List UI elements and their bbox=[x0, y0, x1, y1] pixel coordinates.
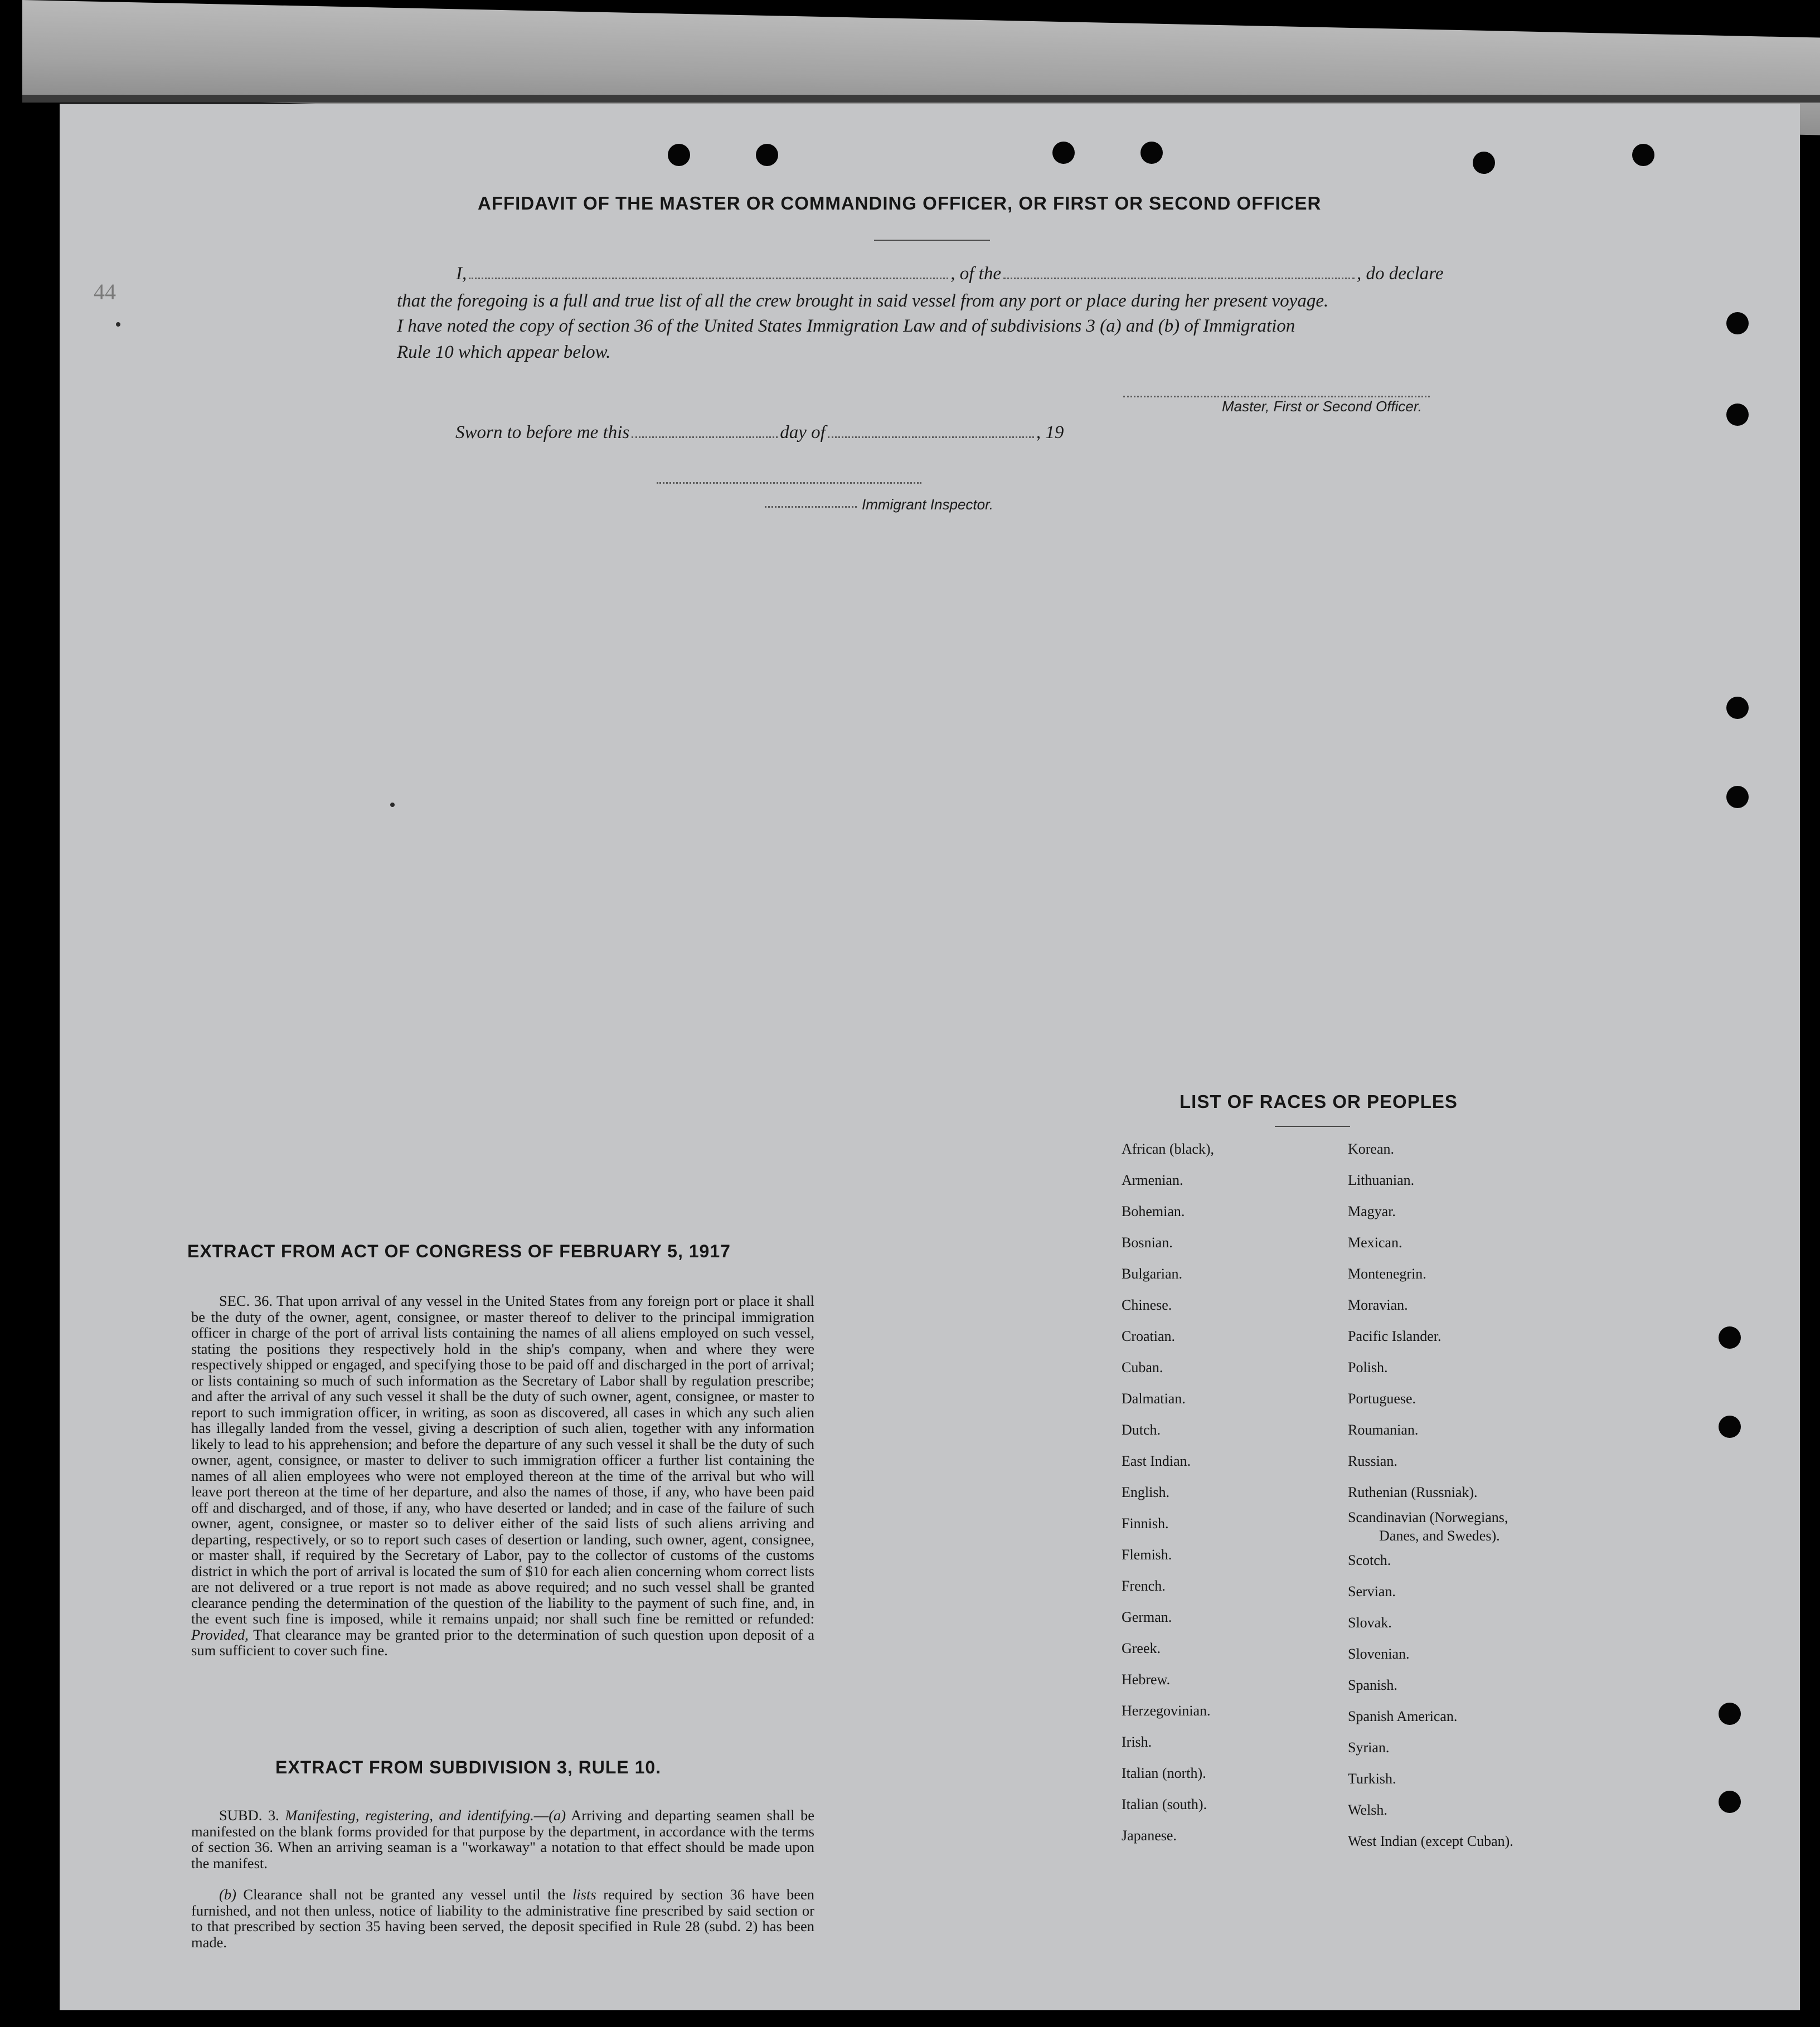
race-item: Russian. bbox=[1348, 1453, 1397, 1469]
subd-a-label: (a) bbox=[549, 1807, 566, 1824]
race-item: Dalmatian. bbox=[1122, 1391, 1186, 1407]
race-item: German. bbox=[1122, 1609, 1172, 1625]
vessel-blank bbox=[1003, 277, 1355, 279]
punch-hole-icon bbox=[1719, 1326, 1741, 1349]
scan-top-edge bbox=[22, 95, 1820, 103]
declare-end: , do declare bbox=[1356, 264, 1444, 284]
month-blank bbox=[828, 436, 1034, 438]
affidavit-title: AFFIDAVIT OF THE MASTER OR COMMANDING OFFICER, OR FIRST OR SECOND OFFICER bbox=[478, 193, 1322, 213]
race-item: Scandinavian (Norwegians, bbox=[1348, 1509, 1508, 1525]
punch-hole-icon bbox=[1719, 1791, 1741, 1813]
subd-b-text-2: required by section 36 have been furnished, and not then unless, notice of liability to the administrative fine prescribed by said section or to that prescribed by section 35 having been served, the deposit specified in Rule 28 (subd. 2) has been made. bbox=[191, 1886, 815, 1951]
race-item: Flemish. bbox=[1122, 1547, 1172, 1563]
signer-label: Master, First or Second Officer. bbox=[1222, 398, 1422, 415]
extract-act-text bbox=[191, 1293, 814, 1659]
affidavit-line-2: that the foregoing is a full and true list of all the crew brought in said vessel from any port or place during her present voyage. bbox=[397, 291, 1329, 311]
proviso-text: That clearance may be granted prior to the determination of such question upon deposit of a sum sufficient to cover such fine. bbox=[191, 1626, 814, 1659]
inspector-lead-blank bbox=[765, 506, 857, 508]
extract-rule-title: EXTRACT FROM SUBDIVISION 3, RULE 10. bbox=[275, 1757, 662, 1777]
inspector-signature-blank bbox=[657, 482, 921, 484]
race-item: Bulgarian. bbox=[1122, 1266, 1183, 1282]
race-item: Lithuanian. bbox=[1348, 1172, 1415, 1188]
race-item: Magyar. bbox=[1348, 1203, 1396, 1219]
races-title-rule bbox=[1275, 1126, 1350, 1127]
subd-b-text-1: Clearance shall not be granted any vessel until the bbox=[243, 1886, 566, 1903]
punch-hole-icon bbox=[668, 144, 690, 166]
race-item: Irish. bbox=[1122, 1734, 1152, 1750]
race-item: Roumanian. bbox=[1348, 1422, 1419, 1438]
affidavit-line-3: I have noted the copy of section 36 of the United States Immigration Law and of subdivisions 3 (a) and (b) of Immigration bbox=[397, 316, 1295, 336]
punch-hole-icon bbox=[1140, 142, 1163, 164]
affidavit-title-rule bbox=[874, 240, 990, 241]
subd-label: SUBD. 3. bbox=[219, 1807, 279, 1824]
race-item: Polish. bbox=[1348, 1359, 1388, 1375]
punch-hole-icon bbox=[756, 144, 778, 166]
sworn-year: , 19 bbox=[1036, 422, 1064, 443]
affidavit-line-4: Rule 10 which appear below. bbox=[397, 342, 611, 362]
subd-a-text: Arriving and departing seamen shall be manifested on the blank forms provided for that purpose by the department, in accordance with the terms of section 36. When an arriving seaman is a "workaway" a notation to that effect should be made upon the manifest. bbox=[191, 1807, 814, 1872]
sworn-line bbox=[455, 422, 1064, 443]
race-item: Slovak. bbox=[1348, 1615, 1392, 1631]
race-item: Turkish. bbox=[1348, 1771, 1396, 1787]
race-item: Hebrew. bbox=[1122, 1671, 1171, 1688]
race-item: Scotch. bbox=[1348, 1552, 1391, 1568]
race-item: Greek. bbox=[1122, 1640, 1161, 1656]
race-item: Spanish. bbox=[1348, 1677, 1397, 1693]
race-item: Portuguese. bbox=[1348, 1391, 1416, 1407]
race-item: French. bbox=[1122, 1578, 1166, 1594]
subd-b-label: (b) bbox=[219, 1886, 236, 1903]
race-item: East Indian. bbox=[1122, 1453, 1191, 1469]
proviso-word: Provided, bbox=[191, 1626, 249, 1643]
race-item: Dutch. bbox=[1122, 1422, 1161, 1438]
declare-i: I, bbox=[456, 264, 467, 284]
race-item: Welsh. bbox=[1348, 1802, 1387, 1818]
race-item: Italian (north). bbox=[1122, 1765, 1206, 1781]
speck bbox=[390, 803, 395, 807]
race-item: Cuban. bbox=[1122, 1359, 1163, 1375]
day-blank bbox=[632, 436, 778, 438]
race-item: Moravian. bbox=[1348, 1297, 1408, 1313]
race-item: Montenegrin. bbox=[1348, 1266, 1426, 1282]
sec-36-text: SEC. 36. That upon arrival of any vessel in the United States from any foreign port or place it shall be the duty of the owner, agent, consignee, or master thereof to deliver to the principal immigration officer in charge of the port of arrival lists containing the names of all aliens employed on such vessel, stating the positions they respectively hold in the ship's company, when and where they were respectively shipped or engaged, and specifying those to be paid off and discharged in the port of arrival; or lists containing so much of such information as the Secretary of Labor shall by regulation prescribe; and after the arrival of any such vessel it shall be the duty of such owner, agent, consignee, or master to report to such immigration officer, in writing, as soon as discovered, all cases in which any such alien has illegally landed from the vessel, giving a description of such alien, together with any information likely to lead to his apprehension; and before the departure of any such vessel it shall be the duty of such owner, agent, consignee, or master to deliver to such immigration officer a further list containing the names of all alien employees who were not employed thereon at the time of the arrival but who will leave port thereon at the time of her departure, and also the names of those, if any, who have been paid off and discharged, and of those, if any, who have deserted or landed; and in case of the failure of such owner, agent, consignee, or master so to deliver either of the said lists of such aliens arriving and departing, respectively, or so to report such cases of desertion or landing, such owner, agent, consignee, or master shall, if required by the Secretary of Labor, pay to the collector of customs of the customs district in which the port of arrival is located the sum of $10 for each alien concerning whom correct lists are not delivered or a true report is not made as above required; and no such vessel shall be granted clearance pending the determination of the question of the liability to the payment of such fine, and, in the event such fine is imposed, while it remains unpaid; nor shall such fine be remitted or refunded: bbox=[191, 1292, 814, 1627]
race-item: Slovenian. bbox=[1348, 1646, 1410, 1662]
declare-of-the: , of the bbox=[950, 264, 1001, 284]
race-item: Syrian. bbox=[1348, 1739, 1390, 1756]
punch-hole-icon bbox=[1052, 142, 1075, 164]
races-list-col2 bbox=[1348, 1134, 1513, 1857]
race-item: Danes, and Swedes). bbox=[1379, 1528, 1500, 1544]
punch-hole-icon bbox=[1726, 404, 1749, 426]
race-item: Bosnian. bbox=[1122, 1234, 1173, 1251]
punch-hole-icon bbox=[1726, 697, 1749, 719]
document-page bbox=[60, 104, 1800, 2010]
races-list-col1 bbox=[1122, 1134, 1214, 1851]
race-item: Servian. bbox=[1348, 1583, 1396, 1600]
race-item: Finnish. bbox=[1122, 1515, 1169, 1532]
races-title: LIST OF RACES OR PEOPLES bbox=[1180, 1091, 1458, 1112]
race-item: Croatian. bbox=[1122, 1328, 1176, 1344]
race-item: Armenian. bbox=[1122, 1172, 1183, 1188]
race-item: Herzegovinian. bbox=[1122, 1703, 1211, 1719]
inspector-label: Immigrant Inspector. bbox=[862, 496, 994, 513]
race-item: Bohemian. bbox=[1122, 1203, 1185, 1219]
race-item: West Indian (except Cuban). bbox=[1348, 1833, 1513, 1849]
punch-hole-icon bbox=[1632, 144, 1654, 166]
signature-blank bbox=[1123, 396, 1430, 397]
extract-act-title: EXTRACT FROM ACT OF CONGRESS OF FEBRUARY 5, 1917 bbox=[187, 1241, 731, 1261]
punch-hole-icon bbox=[1719, 1416, 1741, 1438]
punch-hole-icon bbox=[1726, 786, 1749, 808]
race-item: Japanese. bbox=[1122, 1827, 1177, 1844]
name-blank bbox=[469, 277, 948, 279]
extract-rule-subd-b bbox=[191, 1887, 814, 1950]
race-item: Chinese. bbox=[1122, 1297, 1172, 1313]
subd-b-lists-word: lists bbox=[572, 1886, 596, 1903]
affidavit-declare-line bbox=[456, 264, 1443, 284]
speck bbox=[116, 322, 120, 327]
race-item: Spanish American. bbox=[1348, 1708, 1458, 1724]
race-item: African (black), bbox=[1122, 1141, 1215, 1157]
race-item: Ruthenian (Russniak). bbox=[1348, 1484, 1478, 1500]
race-item: Korean. bbox=[1348, 1141, 1395, 1157]
sworn-day-of: day of bbox=[780, 422, 826, 443]
race-item: English. bbox=[1122, 1484, 1169, 1500]
punch-hole-icon bbox=[1719, 1703, 1741, 1725]
subd-title: Manifesting, registering, and identifying. bbox=[285, 1807, 534, 1824]
extract-rule-subd-a: SUBD. 3. Manifesting, registering, and identifying.—(a) Arriving and departing seamen shall be manifested on the blank forms provided for that purpose by the department, in accordance with the terms of section 36. When an arriving seaman is a "workaway" a notation to that effect should be made upon the manifest. bbox=[191, 1807, 814, 1872]
race-item: Pacific Islander. bbox=[1348, 1328, 1442, 1344]
punch-hole-icon bbox=[1473, 152, 1495, 174]
sworn-start: Sworn to before me this bbox=[455, 422, 630, 443]
punch-hole-icon bbox=[1726, 312, 1749, 334]
race-item: Italian (south). bbox=[1122, 1796, 1207, 1812]
page-number: 44 bbox=[94, 279, 116, 304]
race-item: Mexican. bbox=[1348, 1234, 1402, 1251]
